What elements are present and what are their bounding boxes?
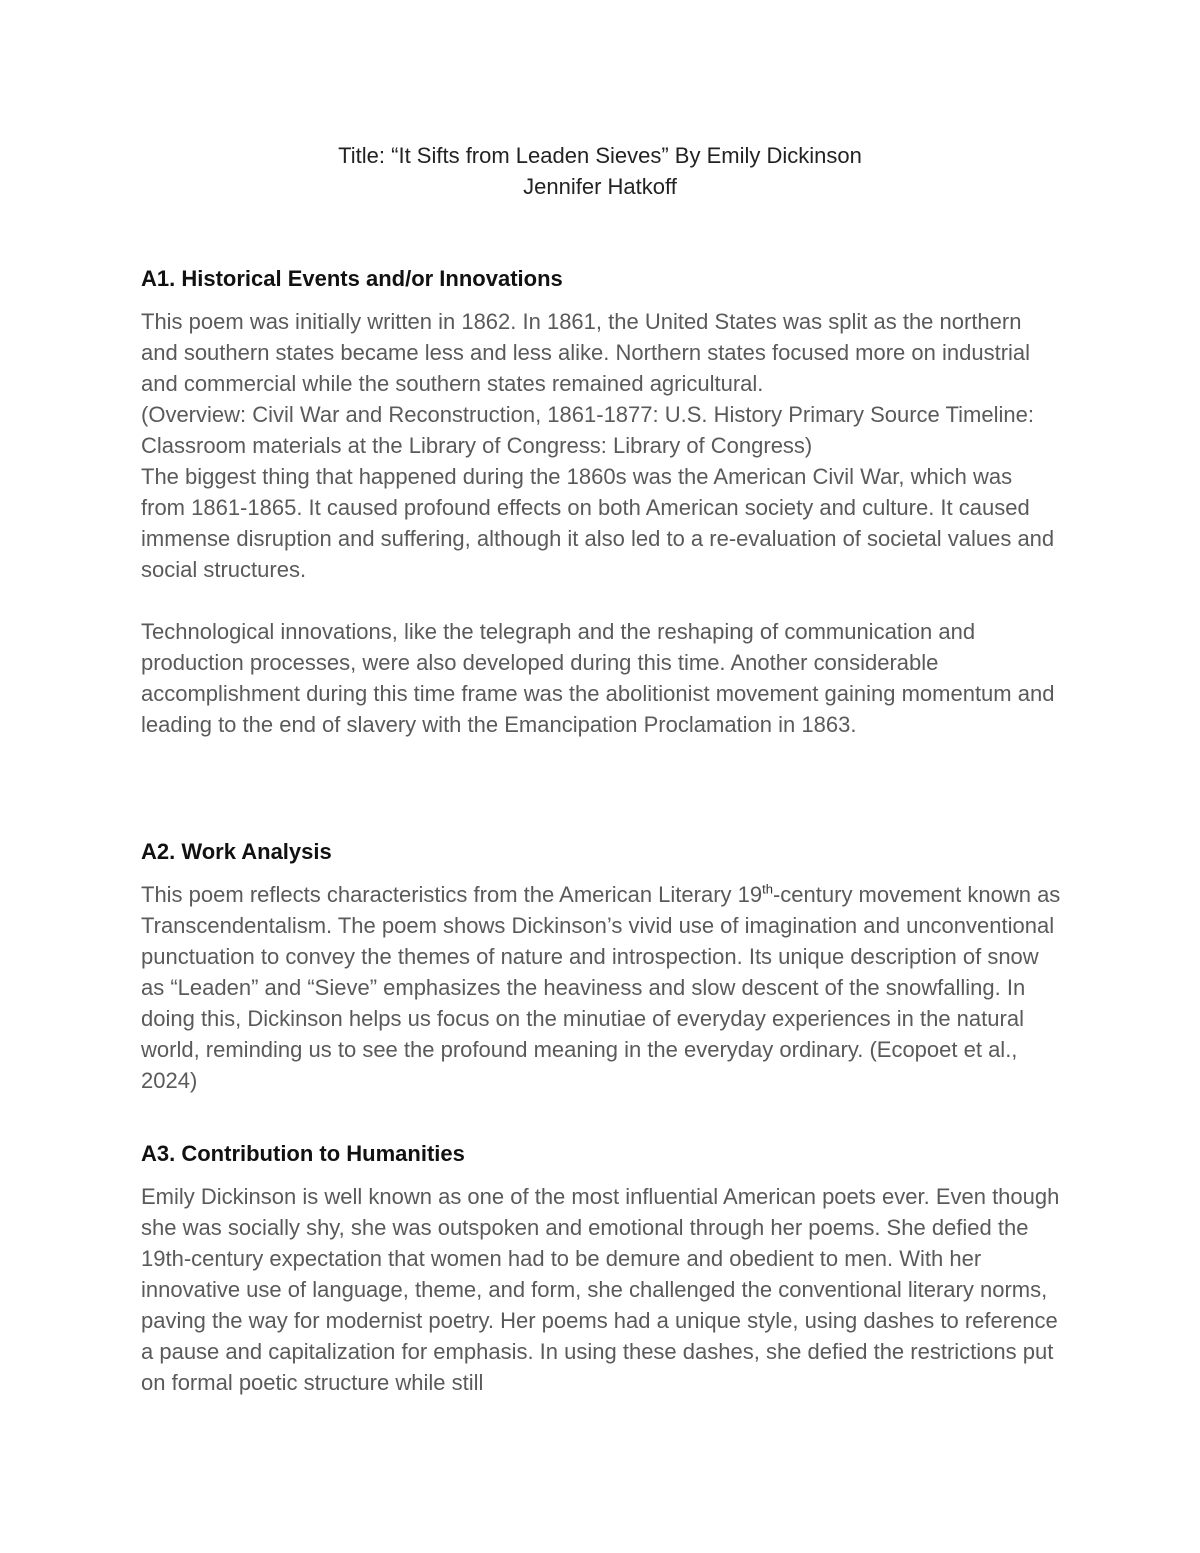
section-a1-paragraph-2: The biggest thing that happened during the 1860s was the American Civil War, which was from 1861-1865. It caused profound effects on both American society and culture. It caused immense disruption and suffering, although it also led to a re-evaluation of societal values and social structures. (141, 464, 1055, 582)
section-a2-paragraph-1 (141, 879, 1061, 1096)
superscript-th: th (762, 881, 773, 897)
section-a2-heading: A2. Work Analysis (141, 839, 332, 864)
section-a1-heading: A1. Historical Events and/or Innovations (141, 266, 563, 291)
section-a3 (141, 1138, 1061, 1398)
section-a2-text-after: -century movement known as Transcendentalism. The poem shows Dickinson’s vivid use of imagination and unconventional punctuation to convey the themes of nature and introspection. Its unique description of snow as “Leaden” and “Sieve” emphasizes the heaviness and slow descent of the snowfalling. In doing this, Dickinson helps us focus on the minutiae of everyday experiences in the natural world, reminding us to see the profound meaning in the everyday ordinary. (Ecopoet et al., 2024) (141, 882, 1061, 1093)
section-a3-heading: A3. Contribution to Humanities (141, 1141, 465, 1166)
title-block (0, 140, 1200, 202)
document-title: Title: “It Sifts from Leaden Sieves” By Emily Dickinson (338, 143, 862, 168)
section-a1-paragraph-3: Technological innovations, like the telegraph and the reshaping of communication and production processes, were also developed during this time. Another considerable accomplishment during this time frame was the abolitionist movement gaining momentum and leading to the end of slavery with the Emancipation Proclamation in 1863. (141, 619, 1055, 737)
section-a2-text-before: This poem reflects characteristics from the American Literary 19 (141, 882, 763, 907)
section-a1-paragraph-1: This poem was initially written in 1862. In 1861, the United States was split as the northern and southern states became less and less alike. Northern states focused more on industrial and commercial while the southern states remained agricultural. (141, 309, 1031, 396)
section-a1-citation: (Overview: Civil War and Reconstruction, 1861-1877: U.S. History Primary Source Timeline: Classroom materials at the Library of Congress: Library of Congress) (141, 402, 1034, 458)
section-a1 (141, 263, 1061, 740)
section-a2 (141, 836, 1061, 1096)
section-a3-paragraph-1: Emily Dickinson is well known as one of the most influential American poets ever. Even though she was socially shy, she was outspoken and emotional through her poems. She defied the 19th-century expectation that women had to be demure and obedient to men. With her innovative use of language, theme, and form, she challenged the conventional literary norms, paving the way for modernist poetry. Her poems had a unique style, using dashes to reference a pause and capitalization for emphasis. In using these dashes, she defied the restrictions put on formal poetic structure while still (141, 1184, 1060, 1395)
document-author: Jennifer Hatkoff (523, 174, 677, 199)
